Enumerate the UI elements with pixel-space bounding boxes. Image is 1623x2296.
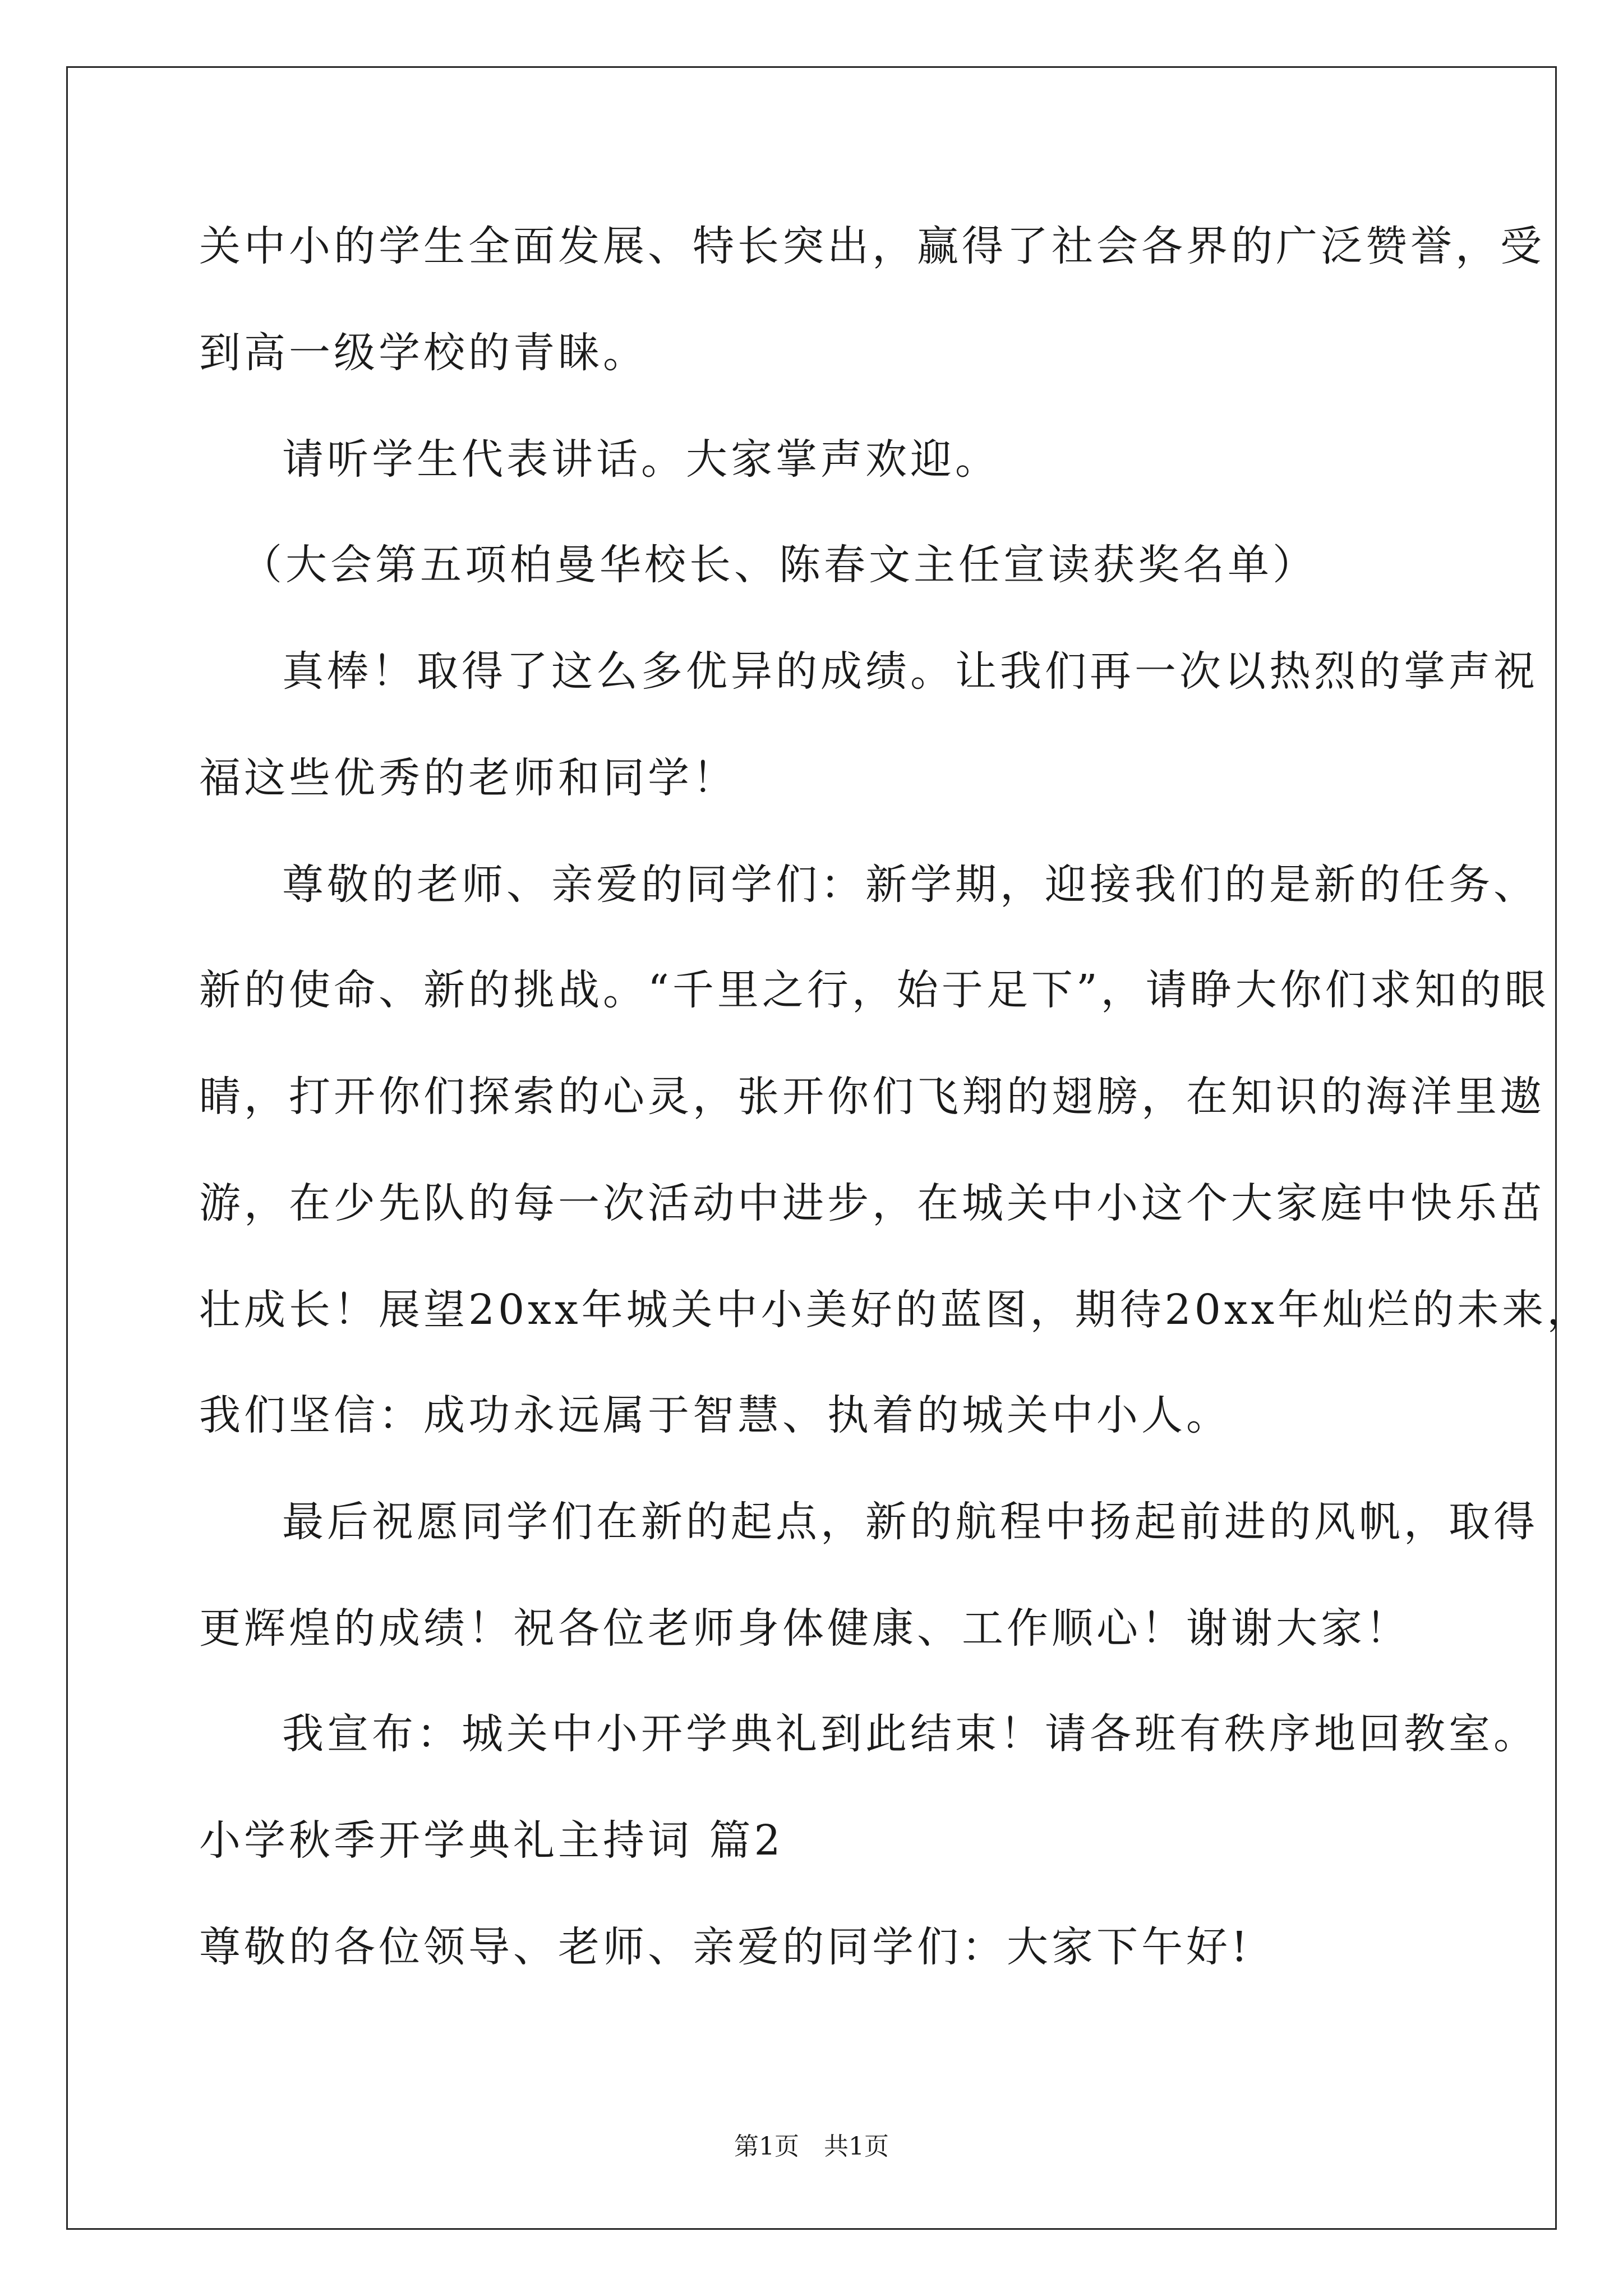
text-line-8: 新的使命、新的挑战。“千里之行，始于足下”，请睁大你们求知的眼 bbox=[199, 966, 1550, 1014]
text-line-13: 最后祝愿同学们在新的起点，新的航程中扬起前进的风帆，取得 bbox=[282, 1498, 1538, 1546]
text-line-12: 我们坚信：成功永远属于智慧、执着的城关中小人。 bbox=[199, 1391, 1231, 1439]
text-line-17: 尊敬的各位领导、老师、亲爱的同学们：大家下午好! bbox=[199, 1923, 1251, 1971]
section-heading: 小学秋季开学典礼主持词 篇2 bbox=[199, 1816, 784, 1865]
text-line-1: 关中小的学生全面发展、特长突出，赢得了社会各界的广泛赞誉，受 bbox=[199, 222, 1545, 270]
text-line-4: （大会第五项柏曼华校长、陈春文主任宣读获奖名单） bbox=[241, 541, 1317, 589]
text-line-6: 福这些优秀的老师和同学！ bbox=[199, 754, 737, 802]
text-line-5: 真棒！取得了这么多优异的成绩。让我们再一次以热烈的掌声祝 bbox=[282, 647, 1538, 696]
page-border bbox=[66, 66, 1557, 2230]
text-line-11: 壮成长！展望20xx年城关中小美好的蓝图，期待20xx年灿烂的未来， bbox=[199, 1286, 1592, 1334]
text-line-9: 睛，打开你们探索的心灵，张开你们飞翔的翅膀，在知识的海洋里遨 bbox=[199, 1073, 1545, 1121]
text-line-14: 更辉煌的成绩！祝各位老师身体健康、工作顺心！谢谢大家！ bbox=[199, 1604, 1410, 1653]
text-line-7: 尊敬的老师、亲爱的同学们：新学期，迎接我们的是新的任务、 bbox=[282, 861, 1538, 909]
text-line-2: 到高一级学校的青睐。 bbox=[199, 329, 648, 377]
text-line-15: 我宣布：城关中小开学典礼到此结束！请各班有秩序地回教室。 bbox=[282, 1710, 1538, 1758]
text-line-10: 游，在少先队的每一次活动中进步，在城关中小这个大家庭中快乐茁 bbox=[199, 1179, 1545, 1227]
page-footer: 第1页 共1页 bbox=[734, 2132, 889, 2161]
text-line-3: 请听学生代表讲话。大家掌声欢迎。 bbox=[282, 435, 1000, 484]
